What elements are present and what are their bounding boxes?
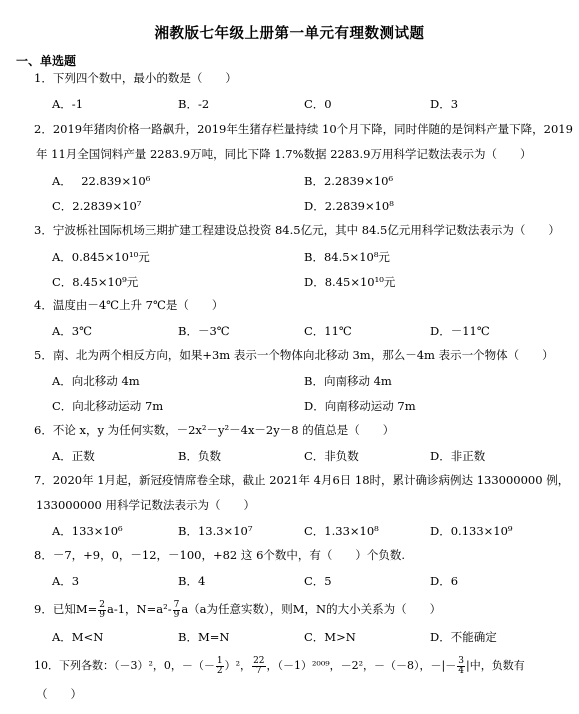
- page-title: 湘教版七年级上册第一单元有理数测试题: [154, 25, 425, 42]
- option-c[interactable]: C．1.33×10⁸: [304, 524, 379, 538]
- option-d[interactable]: D．向南移动运动 7m: [304, 399, 416, 413]
- fraction-denominator: 7: [255, 665, 262, 676]
- option-a[interactable]: A．M<N: [52, 630, 104, 644]
- option-b[interactable]: B．2.2839×10⁶: [304, 174, 394, 188]
- fraction-numerator: 2: [99, 599, 105, 610]
- option-d[interactable]: D．0.133×10⁹: [430, 524, 513, 538]
- question-7-line-2: 133000000 用科学记数法表示为（ ）: [36, 498, 256, 512]
- question-9-prefix: 9．已知M=: [34, 602, 98, 616]
- section-heading: 一、单选题: [16, 54, 77, 68]
- option-b[interactable]: B．M=N: [178, 630, 230, 644]
- question-4-options: [52, 322, 569, 340]
- option-c[interactable]: C．非负数: [304, 449, 359, 463]
- fraction-denominator: 2: [216, 665, 223, 676]
- option-d[interactable]: D．不能确定: [430, 630, 497, 644]
- fraction-three-quarters: [457, 657, 465, 676]
- question-5: 5．南、北为两个相反方向，如果+3m 表示一个物体向北移动 3m，那么－4m 表示一个物体（ ）: [34, 348, 554, 362]
- fraction-numerator: 1: [216, 655, 223, 666]
- question-1-options: [52, 95, 569, 113]
- question-9: [34, 597, 563, 621]
- option-d[interactable]: D．2.2839×10⁸: [304, 199, 394, 213]
- question-5-options-row-1: [52, 372, 569, 390]
- fraction-denominator: 9: [99, 609, 105, 620]
- option-b[interactable]: B．84.5×10⁸元: [304, 250, 390, 264]
- option-d[interactable]: D．3: [430, 97, 459, 111]
- option-a[interactable]: A． 22.839×10⁶: [52, 174, 151, 188]
- option-a[interactable]: A．正数: [52, 449, 95, 463]
- fraction-two-ninths: [98, 601, 106, 620]
- option-b[interactable]: B．－3℃: [178, 324, 230, 338]
- option-c[interactable]: C．5: [304, 574, 332, 588]
- question-4: 4．温度由－4℃上升 7℃是（ ）: [34, 298, 224, 312]
- question-5-options-row-2: [52, 397, 569, 415]
- question-10-prefix: 10．下列各数：（－3）²，0，－（－: [34, 659, 215, 672]
- question-10: [34, 654, 563, 678]
- option-a[interactable]: A．3: [52, 574, 80, 588]
- option-a[interactable]: A．0.845×10¹⁰元: [52, 250, 150, 264]
- question-8: 8．－7，+9，0，－12，－100，+82 这 6个数中，有（ ）个负数.: [34, 548, 406, 562]
- fraction-numerator: 3: [458, 655, 464, 666]
- question-7-options: [52, 522, 569, 540]
- option-a[interactable]: A．向北移动 4m: [52, 374, 140, 388]
- option-a[interactable]: A．133×10⁶: [52, 524, 123, 538]
- option-c[interactable]: C．向北移动运动 7m: [52, 399, 164, 413]
- question-3-options-row-1: [52, 248, 569, 266]
- question-8-options: [52, 572, 569, 590]
- question-3-options-row-2: [52, 273, 569, 291]
- option-d[interactable]: D．非正数: [430, 449, 486, 463]
- option-b[interactable]: B．13.3×10⁷: [178, 524, 253, 538]
- option-c[interactable]: C．2.2839×10⁷: [52, 199, 142, 213]
- question-2-line-1: 2．2019年猪肉价格一路飙升，2019年生猪存栏量持续 10个月下降，同时伴随的是饲料产量下降，2019: [34, 122, 573, 136]
- question-2-options-row-2: [52, 197, 569, 215]
- option-b[interactable]: B．-2: [178, 97, 210, 111]
- question-6: 6．不论 x，y 为任何实数，－2x²－y²－4x－2y－8 的值总是（ ）: [34, 423, 395, 437]
- fraction-denominator: 4: [458, 665, 464, 676]
- question-2-line-2: 年 11月全国饲料产量 2283.9万吨，同比下降 1.7%数据 2283.9万用科学记数法表示为（ ）: [36, 147, 532, 161]
- option-d[interactable]: D．－11℃: [430, 324, 490, 338]
- question-9-suffix: a（a为任意实数），则M，N的大小关系为（ ）: [181, 602, 442, 616]
- option-d[interactable]: D．8.45×10¹⁰元: [304, 275, 396, 289]
- option-c[interactable]: C．8.45×10⁹元: [52, 275, 139, 289]
- option-c[interactable]: C．M>N: [304, 630, 356, 644]
- fraction-numerator: 22: [253, 655, 265, 666]
- question-7-line-1: 7．2020年 1月起，新冠疫情席卷全球，截止 2021年 4月6日 18时，累计确诊病例达 133000000 例，: [34, 473, 570, 487]
- option-a[interactable]: A．3℃: [52, 324, 92, 338]
- question-9-middle: a-1，N=a²-: [106, 602, 172, 616]
- fraction-twenty-two-sevenths: [252, 657, 265, 676]
- question-2-options-row-1: [52, 172, 569, 190]
- question-10-middle: ）²，: [224, 659, 252, 672]
- option-a[interactable]: A．-1: [52, 97, 84, 111]
- option-b[interactable]: B．向南移动 4m: [304, 374, 392, 388]
- question-10-line-2: （ ）: [36, 687, 82, 701]
- option-d[interactable]: D．6: [430, 574, 459, 588]
- option-b[interactable]: B．4: [178, 574, 206, 588]
- option-c[interactable]: C．0: [304, 97, 332, 111]
- question-3: 3．宁波栎社国际机场三期扩建工程建设总投资 84.5亿元，其中 84.5亿元用科学记数法表示为（ ）: [34, 223, 560, 237]
- fraction-numerator: 7: [173, 599, 180, 610]
- fraction-one-half: [216, 657, 224, 676]
- fraction-denominator: 9: [173, 609, 180, 620]
- question-1: 1．下列四个数中，最小的数是（ ）: [34, 71, 237, 85]
- option-b[interactable]: B．负数: [178, 449, 221, 463]
- question-6-options: [52, 447, 569, 465]
- question-10-after: ，（－1）²⁰⁰⁹，－2²，－（－8），－|－: [266, 659, 457, 672]
- fraction-seven-ninths: [173, 601, 181, 620]
- question-10-tail: |中，负数有: [466, 659, 525, 672]
- question-9-options: [52, 628, 569, 646]
- option-c[interactable]: C．11℃: [304, 324, 352, 338]
